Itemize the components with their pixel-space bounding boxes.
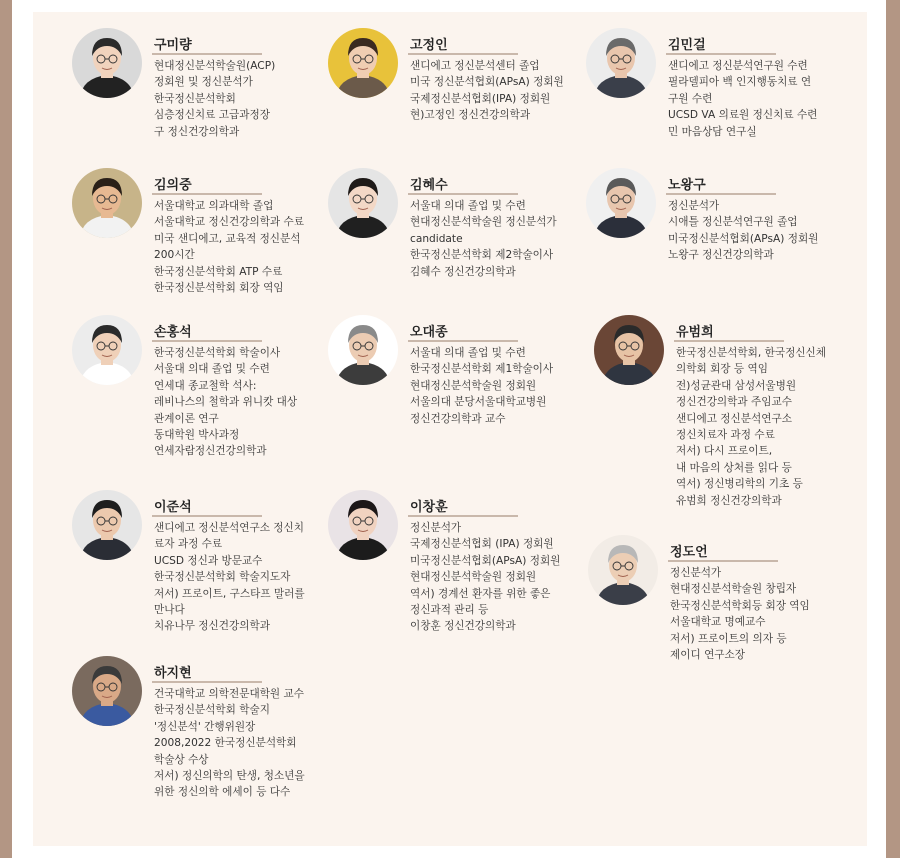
profile-bio: [668, 198, 842, 264]
bio-line: 현대정신분석학술원(ACP): [154, 60, 276, 72]
profile-name: 손홍석: [154, 325, 192, 340]
bio-line: 전)성균관대 삼성서울병원: [676, 379, 797, 392]
profile-name: 노왕구: [668, 178, 706, 193]
bio-line: 정회원 및 정신분석가: [154, 76, 253, 89]
bio-line: '정신분석' 간행위원장: [154, 720, 256, 733]
bio-line: 시애틀 정신분석연구원 졸업: [668, 216, 798, 229]
profile-card: [594, 315, 854, 505]
profile-photo: [72, 490, 142, 560]
profile-bio: [668, 58, 842, 140]
bio-line: 한국정신분석학회: [154, 92, 236, 105]
bio-line: 서울의대 분당서울대학교병원: [410, 396, 547, 409]
profile-name: 구미량: [154, 38, 192, 53]
profile-card: [588, 535, 848, 725]
bio-line: 200시간: [154, 249, 195, 262]
profile-photo: [594, 315, 664, 385]
profile-photo: [328, 315, 398, 385]
profile-card: [72, 490, 332, 680]
bio-line: 제이디 연구소장: [670, 649, 746, 662]
bio-line: 서울대학교 정신건강의학과 수료: [154, 216, 305, 229]
bio-line: 김혜수 정신건강의학과: [410, 265, 516, 278]
profile-photo: [588, 535, 658, 605]
profile-photo: [328, 168, 398, 238]
bio-line: 저서) 정신의학의 탄생, 청소년을: [154, 770, 305, 783]
profile-name: 오대종: [410, 325, 448, 340]
bio-line: 만나다: [154, 604, 185, 617]
bio-line: 한국정신분석학회 회장 역임: [154, 282, 284, 295]
name-underline: [152, 193, 262, 195]
name-underline: [152, 53, 262, 55]
name-underline: [152, 681, 262, 683]
bio-line: 정신과적 관리 등: [410, 604, 489, 617]
bio-line: 정신건강의학과 교수: [410, 412, 506, 425]
bio-line: 샌디에고 정신분석연구원 수련: [668, 60, 808, 72]
bio-line: 치유나무 정신건강의학과: [154, 620, 270, 633]
profile-name: 김민걸: [668, 38, 706, 53]
bio-line: 샌디에고 정신분석연구소 정신치: [154, 522, 305, 534]
profile-name: 김혜수: [410, 178, 448, 193]
bio-line: 위한 정신의학 에세이 등 다수: [154, 786, 291, 799]
bio-line: 관계이론 연구: [154, 412, 219, 425]
bio-line: 역서) 정신병리학의 기초 등: [676, 478, 803, 491]
bio-line: 건국대학교 의학전문대학원 교수: [154, 688, 305, 700]
bio-line: 심층정신치료 고급과정장: [154, 109, 270, 122]
bio-line: 민 마음상담 연구실: [668, 125, 757, 138]
bio-line: 서울대 의대 졸업 및 수련: [154, 363, 270, 376]
bio-line: 서울대학교 명예교수: [670, 616, 766, 629]
bio-line: 현)고정인 정신건강의학과: [410, 109, 531, 122]
bio-line: 정신분석가: [668, 200, 720, 212]
profile-photo: [328, 28, 398, 98]
bio-line: 현대정신분석학술원 창립자: [670, 583, 797, 596]
name-underline: [674, 340, 784, 342]
profile-bio: [410, 520, 584, 635]
name-underline: [666, 193, 776, 195]
bio-line: 2008,2022 한국정신분석학회: [154, 737, 297, 750]
bio-line: 의학회 회장 등 역임: [676, 363, 768, 376]
bio-line: 서울대 의대 졸업 및 수련: [410, 347, 526, 359]
bio-line: 서울대학교 의과대학 졸업: [154, 200, 274, 212]
bio-line: 구원 수련: [668, 92, 713, 105]
bio-line: 미국정신분석협회(APsA) 정회원: [668, 232, 819, 245]
bio-line: 한국정신분석학회 학술지: [154, 704, 270, 717]
bio-line: 한국정신분석학회 학술지도자: [154, 571, 291, 584]
bio-line: 저서) 다시 프로이트,: [676, 445, 773, 458]
bio-line: 한국정신분석학회 제1학술이사: [410, 363, 554, 376]
profile-bio: [670, 565, 844, 663]
bio-line: 샌디에고 정신분석센터 졸업: [410, 60, 540, 72]
profile-name: 고정인: [410, 38, 448, 53]
bio-line: 이창훈 정신건강의학과: [410, 620, 516, 633]
profile-photo: [586, 28, 656, 98]
bio-line: 현대정신분석학술원 정신분석가: [410, 216, 557, 229]
profile-bio: [410, 198, 584, 280]
profile-name: 정도언: [670, 545, 708, 560]
bio-line: UCSD 정신과 방문교수: [154, 554, 263, 567]
bio-line: 미국 정신분석협회(APsA) 정회원: [410, 76, 564, 89]
profile-name: 유범희: [676, 325, 714, 340]
bio-line: 현대정신분석학술원 정회원: [410, 571, 537, 584]
bio-line: 역서) 경계선 환자를 위한 좋은: [410, 587, 551, 600]
profile-card: [72, 656, 332, 846]
profile-bio: [676, 345, 850, 509]
profile-card: [328, 490, 588, 680]
bio-line: 정신분석가: [670, 567, 722, 579]
profile-bio: [154, 686, 328, 801]
bio-line: 유범희 정신건강의학과: [676, 494, 782, 507]
profile-name: 이창훈: [410, 500, 448, 515]
name-underline: [408, 515, 518, 517]
bio-line: 국제정신분석협회(IPA) 정회원: [410, 92, 551, 105]
bio-line: 한국정신분석학회등 회장 역임: [670, 599, 810, 612]
profile-name: 이준석: [154, 500, 192, 515]
frame-right: [886, 0, 900, 858]
bio-line: 국제정신분석협회 (IPA) 정회원: [410, 538, 554, 551]
bio-line: 한국정신분석학회 제2학술이사: [410, 249, 554, 262]
name-underline: [408, 340, 518, 342]
bio-line: 저서) 프로이트, 구스타프 말러를: [154, 587, 305, 600]
profile-bio: [154, 58, 328, 140]
profile-name: 하지현: [154, 666, 192, 681]
bio-line: 동대학원 박사과정: [154, 429, 240, 442]
bio-line: 연세자람정신건강의학과: [154, 445, 267, 458]
name-underline: [668, 560, 778, 562]
profile-bio: [154, 345, 328, 460]
name-underline: [666, 53, 776, 55]
profile-card: [328, 315, 588, 505]
profile-bio: [154, 198, 328, 296]
bio-line: 노왕구 정신건강의학과: [668, 249, 774, 262]
bio-line: UCSD VA 의료원 정신치료 수련: [668, 109, 818, 122]
bio-line: 내 마음의 상처를 읽다 등: [676, 461, 792, 474]
profile-photo: [586, 168, 656, 238]
bio-line: 미국정신분석협회(APsA) 정회원: [410, 554, 561, 567]
name-underline: [152, 340, 262, 342]
frame-left: [0, 0, 12, 858]
bio-line: 현대정신분석학술원 정회원: [410, 379, 537, 392]
bio-line: 필라델피아 백 인지행동치료 연: [668, 76, 812, 89]
profile-bio: [410, 58, 584, 124]
name-underline: [408, 53, 518, 55]
profile-photo: [72, 168, 142, 238]
bio-line: 서울대 의대 졸업 및 수련: [410, 200, 526, 212]
bio-line: 한국정신분석학회 학술이사: [154, 347, 281, 359]
profile-bio: [410, 345, 584, 427]
bio-line: 료자 과정 수료: [154, 538, 223, 551]
profile-photo: [72, 315, 142, 385]
bio-line: 한국정신분석학회 ATP 수료: [154, 265, 283, 278]
profile-name: 김의중: [154, 178, 192, 193]
profile-photo: [72, 28, 142, 98]
bio-line: candidate: [410, 232, 463, 245]
profile-photo: [328, 490, 398, 560]
name-underline: [152, 515, 262, 517]
profile-card: [72, 315, 332, 505]
name-underline: [408, 193, 518, 195]
bio-line: 레비나스의 철학과 위니캇 대상: [154, 396, 298, 409]
bio-line: 정신분석가: [410, 522, 462, 534]
bio-line: 연세대 종교철학 석사:: [154, 379, 257, 392]
bio-line: 정신치료자 과정 수료: [676, 429, 775, 442]
bio-line: 구 정신건강의학과: [154, 125, 240, 138]
bio-line: 정신건강의학과 주임교수: [676, 396, 792, 409]
profile-bio: [154, 520, 328, 635]
profile-photo: [72, 656, 142, 726]
bio-line: 저서) 프로이트의 의자 등: [670, 632, 787, 645]
bio-line: 샌디에고 정신분석연구소: [676, 412, 792, 425]
bio-line: 한국정신분석학회, 한국정신신체: [676, 347, 827, 359]
bio-line: 학술상 수상: [154, 753, 209, 766]
bio-line: 미국 샌디에고, 교육적 정신분석: [154, 232, 301, 245]
